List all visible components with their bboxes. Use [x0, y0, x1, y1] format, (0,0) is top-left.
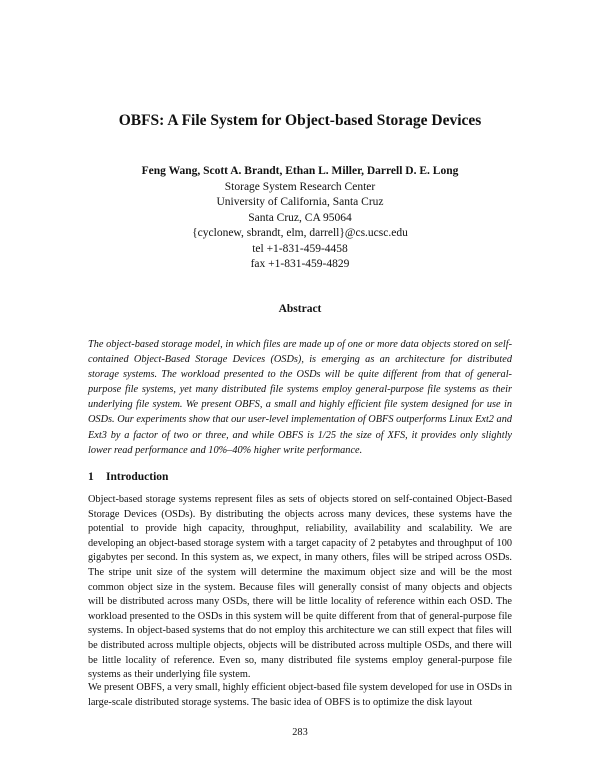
author-names: Feng Wang, Scott A. Brandt, Ethan L. Miller, Darrell D. E. Long: [141, 165, 459, 177]
page-number: 283: [292, 727, 308, 738]
author-phone: tel +1-831-459-4458: [252, 242, 348, 255]
author-fax: fax +1-831-459-4829: [250, 258, 350, 270]
affiliation-line: Santa Cruz, CA 95064: [248, 211, 352, 224]
section-number: 1: [88, 471, 94, 483]
section-heading: [88, 471, 168, 483]
paper-title: OBFS: A File System for Object-based Storage Devices: [118, 112, 482, 129]
author-block: [0, 164, 600, 273]
abstract-heading: Abstract: [278, 303, 322, 315]
affiliation-line: University of California, Santa Cruz: [216, 196, 384, 208]
affiliation-line: Storage System Research Center: [224, 180, 376, 193]
section-title: Introduction: [106, 471, 169, 483]
author-email: {cyclonew, sbrandt, elm, darrell}@cs.ucsc.edu: [192, 227, 408, 239]
body-paragraph: Object-based storage systems represent files as sets of objects stored on self-contained Object-Based Storage Devices (OSDs). By distributing the objects across many devices, these systems have the potential to provide high capacity, throughput, reliability, availability and scalability. We are developing an object-based storage system with a target capacity of 2 petabytes and throughput of 100 gigabytes per second. In this system as, we expect, in many others, files will be striped across OSDs. The stripe unit size of the system will determine the maximum object size and will be the most common object size in the system. Because files will generally consist of many objects and objects will be distributed across many OSDs, there will be little locality of reference within each OSD. The workload presented to the OSDs in this system will be quite different from that of general-purpose file systems. In object-based systems that do not employ this architecture we can still expect that files will be distributed across multiple objects, objects will be distributed across multiple OSDs, and there will be little locality of reference. Even so, many distributed file systems employ general-purpose file systems as their underlying file system.: [88, 494, 512, 681]
abstract-text: The object-based storage model, in which files are made up of one or more data objects stored on self-contained Object-Based Storage Devices (OSDs), is emerging as an architecture for distributed storage systems. The workload presented to the OSDs will be quite different from that of general-purpose file systems, yet many distributed file systems employ general-purpose file systems as their underlying file system. We present OBFS, a small and highly efficient file system designed for use in OSDs. Our experiments show that our user-level implementation of OBFS outperforms Linux Ext2 and Ext3 by a factor of two or three, and while OBFS is 1/25 the size of XFS, it provides only slightly lower read performance and 10%–40% higher write performance.: [88, 339, 512, 456]
body-paragraph: We present OBFS, a very small, highly efficient object-based file system developed for use in OSDs in large-scale distributed storage systems. The basic idea of OBFS is to optimize the disk layout: [88, 682, 512, 708]
